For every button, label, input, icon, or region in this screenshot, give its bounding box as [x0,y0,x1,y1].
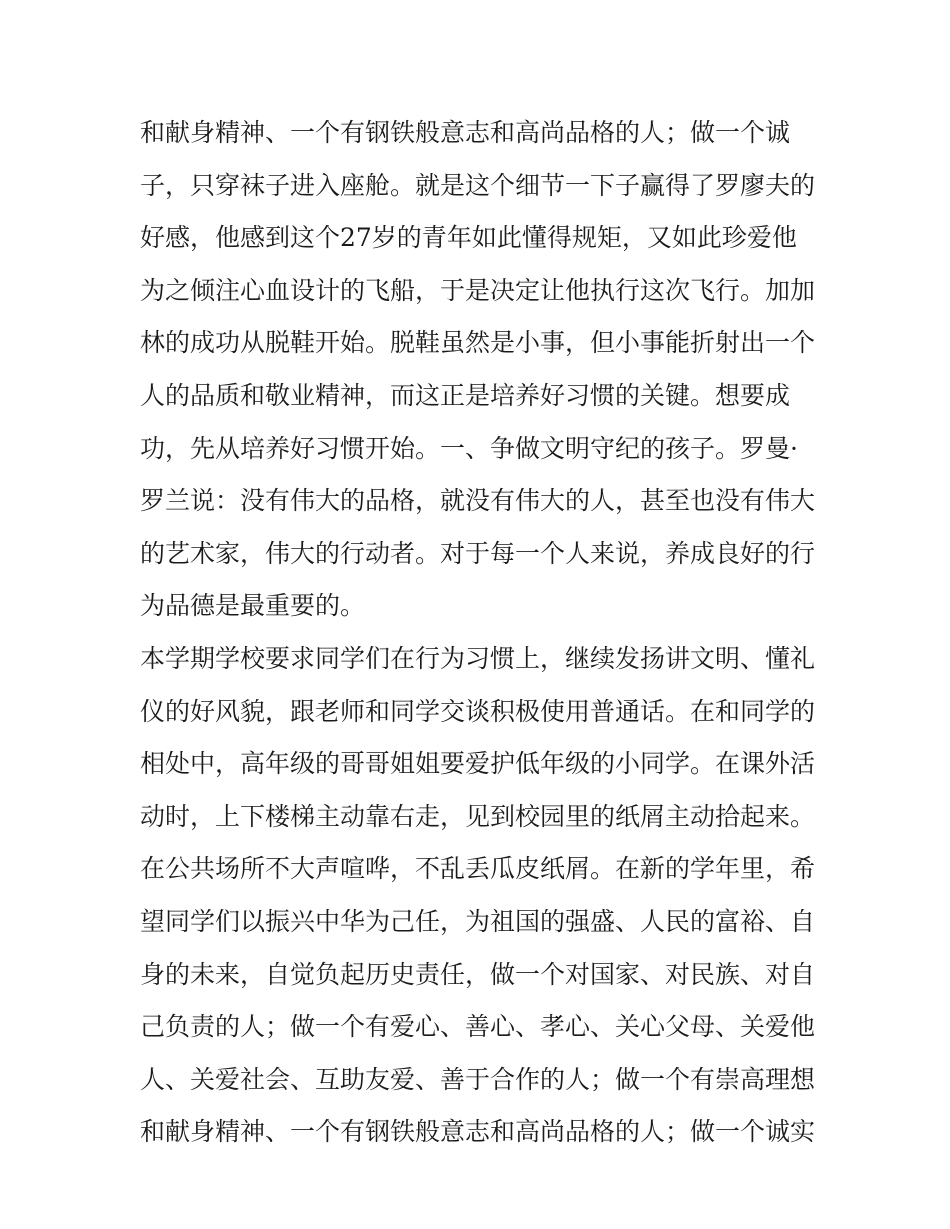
text-line: 人、关爱社会、互助友爱、善于合作的人；做一个有崇高理想 [140,1064,816,1094]
text-line: 望同学们以振兴中华为己任，为祖国的强盛、人民的富裕、自 [140,906,816,936]
text-line: 动时，上下楼梯主动靠右走，见到校园里的纸屑主动拾起来。 [140,801,816,831]
text-line: 和献身精神、一个有钢铁般意志和高尚品格的人；做一个诚 [140,118,791,147]
text-line: 林的成功从脱鞋开始。脱鞋虽然是小事，但小事能折射出一个 [140,328,816,358]
text-line: 相处中，高年级的哥哥姐姐要爱护低年级的小同学。在课外活 [140,749,816,779]
text-line: 罗兰说：没有伟大的品格，就没有伟大的人，甚至也没有伟大 [140,486,816,516]
text-line: 己负责的人；做一个有爱心、善心、孝心、关心父母、关爱他 [140,1012,816,1042]
text-line: 为之倾注心血设计的飞船，于是决定让他执行这次飞行。加加 [140,275,816,305]
text-line: 好感，他感到这个27岁的青年如此懂得规矩，又如此珍爱他 [140,223,797,253]
text-line: 为品德是最重要的。 [140,591,366,621]
text-line: 和献身精神、一个有钢铁般意志和高尚品格的人；做一个诚实 [140,1117,816,1147]
text-line: 人的品质和敬业精神，而这正是培养好习惯的关键。想要成 [140,380,791,410]
text-line: 功，先从培养好习惯开始。一、争做文明守纪的孩子。罗曼· [140,433,798,463]
text-line: 在公共场所不大声喧哗，不乱丢瓜皮纸屑。在新的学年里，希 [140,854,816,884]
text-line: 本学期学校要求同学们在行为习惯上，继续发扬讲文明、懂礼 [140,643,816,673]
body-text [140,107,820,1159]
text-line: 的艺术家，伟大的行动者。对于每一个人来说，养成良好的行 [140,538,816,568]
text-line: 子，只穿袜子进入座舱。就是这个细节一下子赢得了罗廖夫的 [140,170,816,200]
text-line: 仪的好风貌，跟老师和同学交谈积极使用普通话。在和同学的 [140,696,816,726]
text-line: 身的未来，自觉负起历史责任，做一个对国家、对民族、对自 [140,959,816,989]
